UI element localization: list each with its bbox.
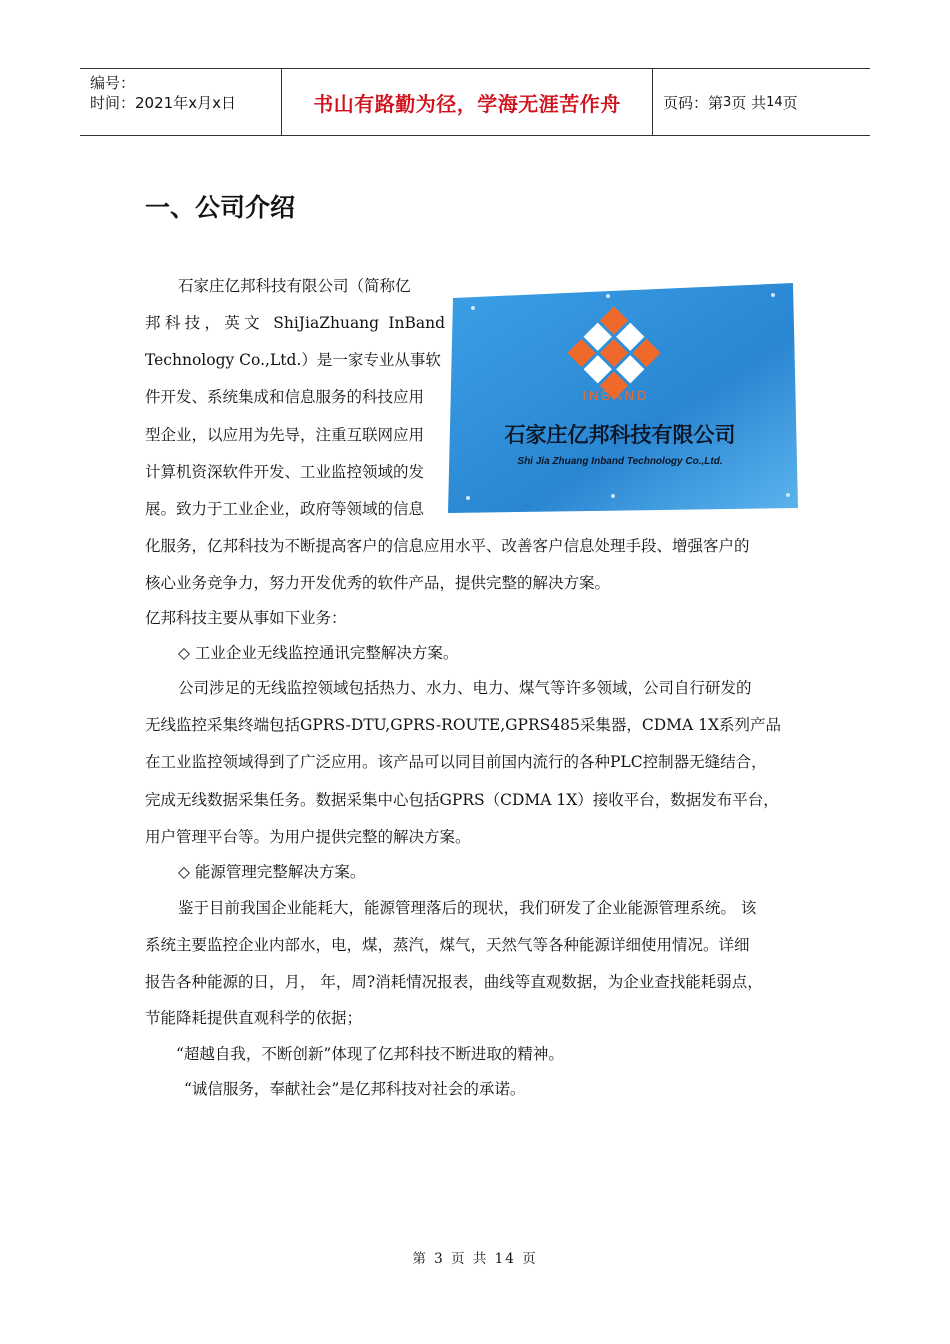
page-mid: 页 共 <box>731 93 767 112</box>
company-sign-image <box>448 283 798 513</box>
header-meta <box>80 69 282 135</box>
time-value: 2021年x月x日 <box>135 94 236 112</box>
sign-screw <box>611 494 615 498</box>
body-line: 节能降耗提供直观科学的依据； <box>145 1009 363 1027</box>
intro-line: Technology Co.,Ltd.）是一家专业从事软 <box>145 351 441 369</box>
intro-line: 展。致力于工业企业，政府等领域的信息 <box>145 500 425 518</box>
body-bullet: ◇ 工业企业无线监控通讯完整解决方案。 <box>178 644 459 662</box>
page-end: 页 <box>782 93 798 112</box>
sign-company-en: Shi Jia Zhuang Inband Technology Co.,Ltd. <box>517 456 723 467</box>
section-heading: 一、公司介绍 <box>145 193 296 222</box>
page-current: 3 <box>723 94 732 110</box>
document-number-label: 编号： <box>90 74 136 92</box>
sign-logo-text: INBAND <box>582 388 650 403</box>
body-line: 报告各种能源的日，月， 年，周?消耗情况报表，曲线等直观数据，为企业查找能耗弱点， <box>145 973 763 991</box>
body-line: 在工业监控领域得到了广泛应用。该产品可以同目前国内流行的各种PLC控制器无缝结合， <box>145 753 767 771</box>
body-line: 核心业务竞争力，努力开发优秀的软件产品，提供完整的解决方案。 <box>145 574 611 592</box>
body-line: 用户管理平台等。为用户提供完整的解决方案。 <box>145 828 471 846</box>
body-bullet: ◇ 能源管理完整解决方案。 <box>178 863 366 881</box>
sign-screw <box>471 306 475 310</box>
intro-line: 石家庄亿邦科技有限公司（简称亿 <box>178 277 411 295</box>
header-page-info <box>653 69 870 135</box>
body-line: 无线监控采集终端包括GPRS-DTU,GPRS-ROUTE,GPRS485采集器，CDMA 1X系列产品 <box>145 716 782 734</box>
body-line: 完成无线数据采集任务。数据采集中心包括GPRS（CDMA 1X）接收平台，数据发布平台， <box>145 791 779 809</box>
body-line: 化服务，亿邦科技为不断提高客户的信息应用水平、改善客户信息处理手段、增强客户的 <box>145 537 750 555</box>
intro-line: 件开发、系统集成和信息服务的科技应用 <box>145 388 425 406</box>
sign-screw <box>786 493 790 497</box>
page-footer: 第 3 页 共 14 页 <box>412 1251 538 1267</box>
body-line: 系统主要监控企业内部水，电，煤，蒸汽，煤气，天然气等各种能源详细使用情况。详细 <box>145 936 750 954</box>
sign-screw <box>771 293 775 297</box>
body-line: 亿邦科技主要从事如下业务： <box>145 609 347 627</box>
sign-screw <box>606 294 610 298</box>
document-time <box>90 93 281 113</box>
intro-line: 计算机资深软件开发、工业监控领域的发 <box>145 463 425 481</box>
page-total: 14 <box>766 94 783 110</box>
time-label: 时间： <box>90 94 136 112</box>
sign-screw <box>466 496 470 500</box>
body-line: 鉴于目前我国企业能耗大，能源管理落后的现状，我们研发了企业能源管理系统。 该 <box>178 899 757 917</box>
intro-line: 型企业，以应用为先导，注重互联网应用 <box>145 426 425 444</box>
header-motto: 书山有路勤为径，学海无涯苦作舟 <box>282 69 653 135</box>
page-header <box>80 68 870 136</box>
body-line: 公司涉足的无线监控领域包括热力、水力、电力、煤气等许多领域，公司自行研发的 <box>178 679 752 697</box>
intro-line: 邦科技，英文 ShiJiaZhuang InBand <box>145 314 445 332</box>
sign-company-cn: 石家庄亿邦科技有限公司 <box>504 423 736 447</box>
motto-line: “诚信服务，奉献社会”是亿邦科技对社会的承诺。 <box>184 1080 526 1098</box>
page-label: 页码：第 <box>663 93 724 112</box>
motto-line: “超越自我，不断创新”体现了亿邦科技不断进取的精神。 <box>176 1045 564 1063</box>
